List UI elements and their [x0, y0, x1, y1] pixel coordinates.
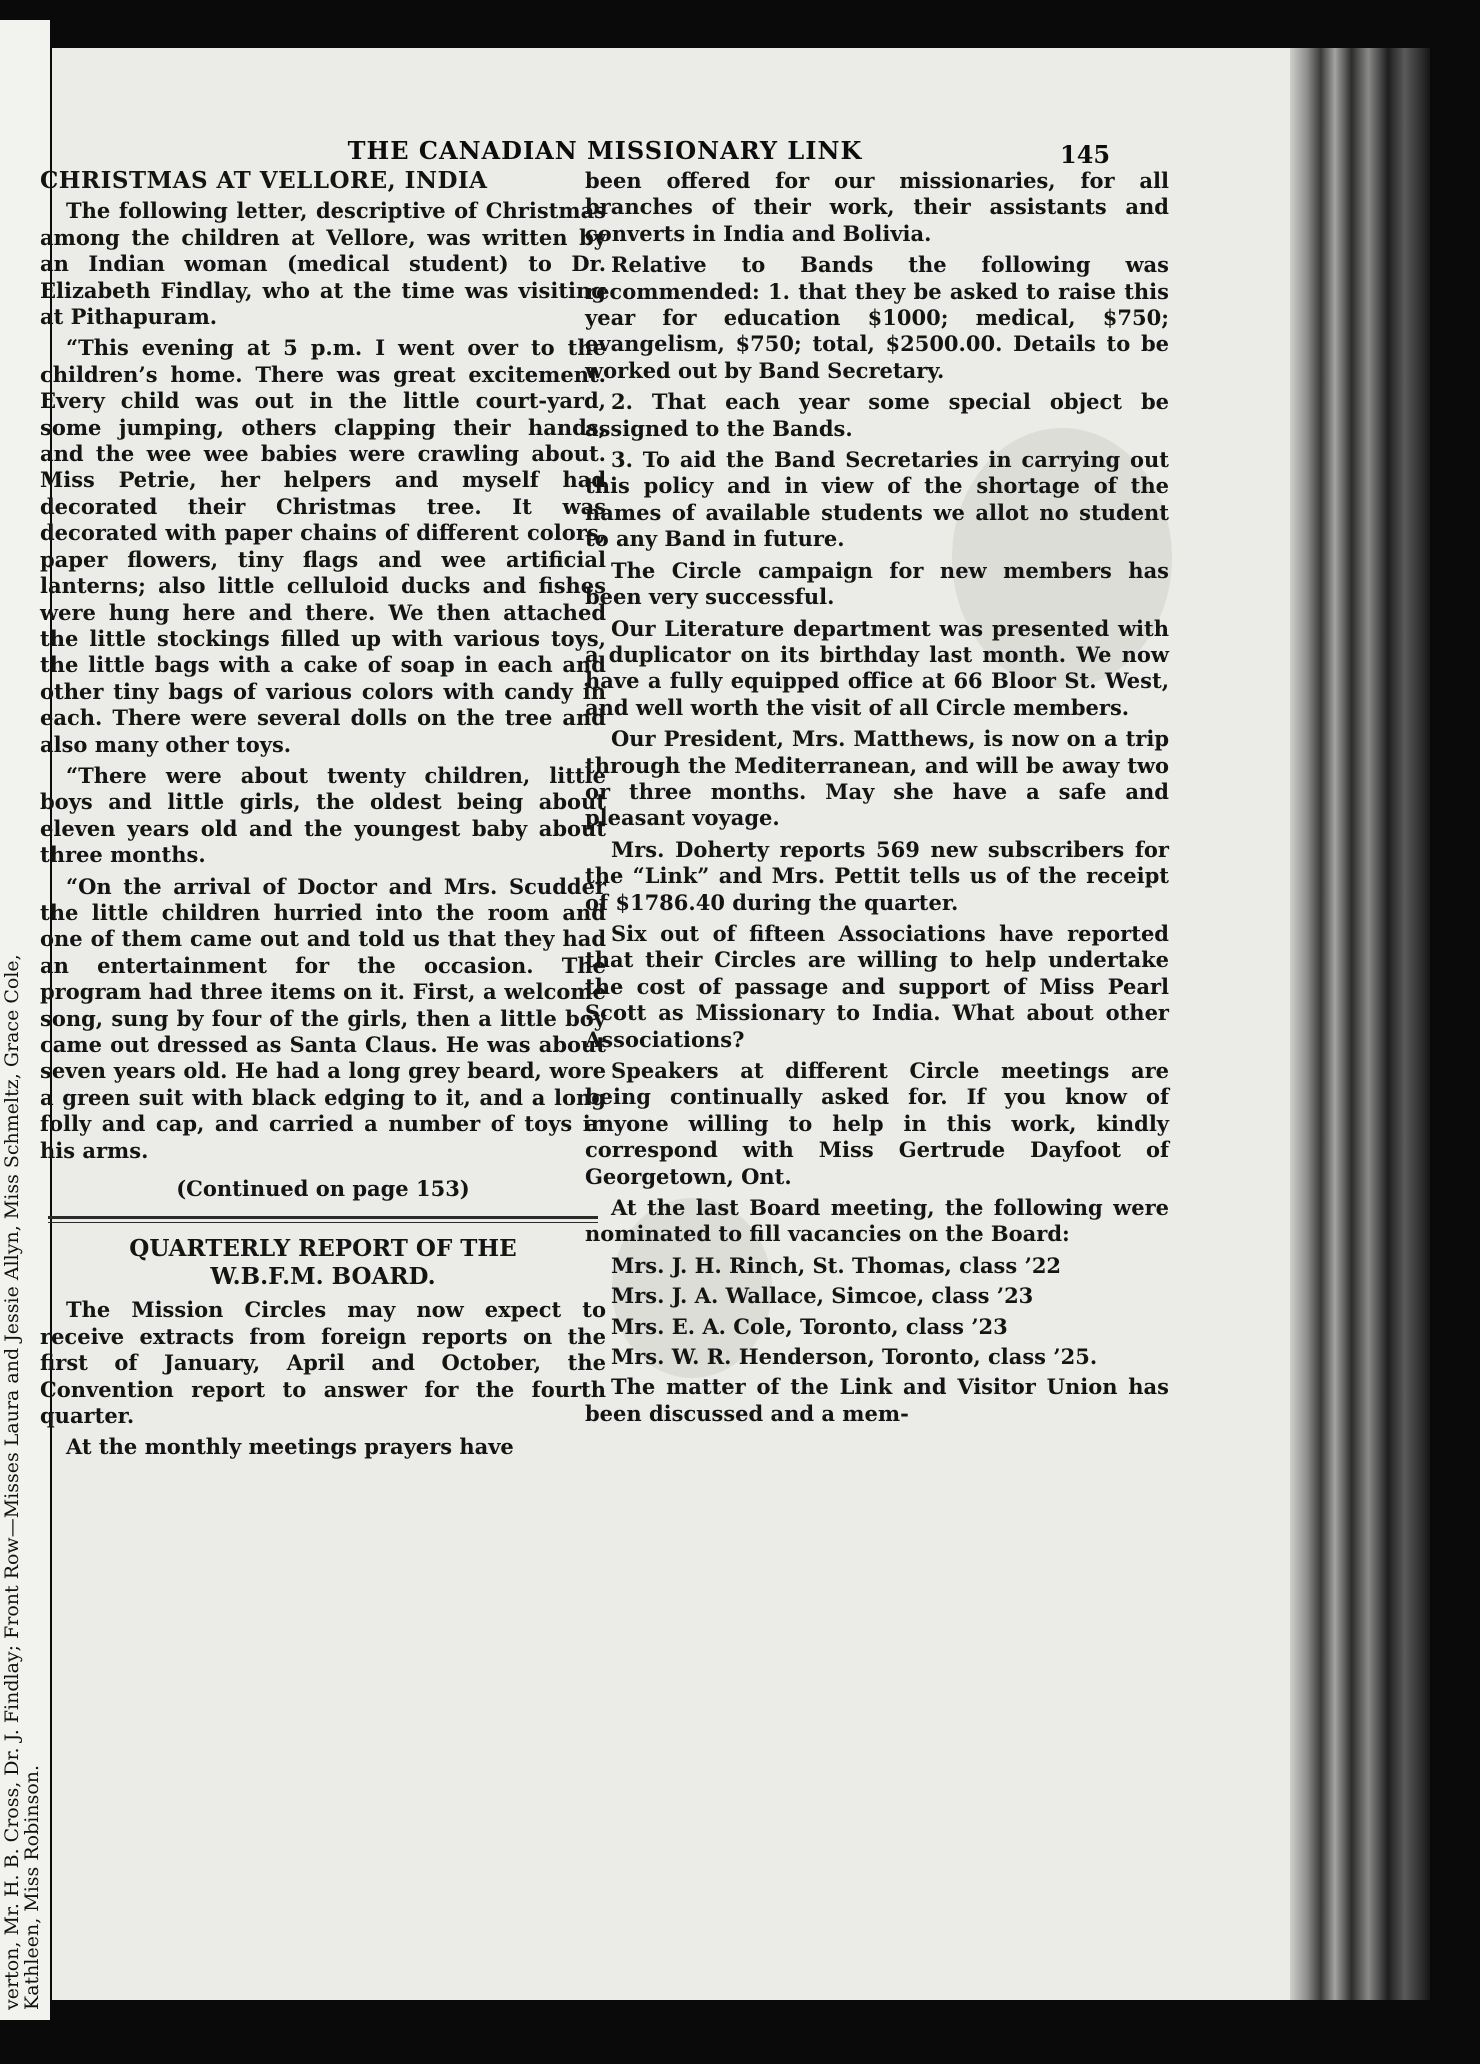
running-header: THE CANADIAN MISSIONARY LINK — [347, 136, 863, 165]
side-photo-caption — [2, 30, 42, 2010]
article-title-line-1: QUARTERLY REPORT OF THE — [129, 1235, 517, 1263]
section-divider — [48, 1216, 598, 1223]
article-title-line-2: W.B.F.M. BOARD. — [210, 1263, 436, 1291]
paragraph: “There were about twenty children, little boys and little girls, the oldest being about eleven years old and the youngest baby about three months. — [40, 762, 606, 868]
article-title — [40, 1235, 606, 1291]
paragraph: The matter of the Link and Visitor Union has been discussed and a mem- — [585, 1374, 1169, 1426]
paragraph: The Circle campaign for new members has been very successful. — [585, 557, 1169, 610]
nominee-line: Mrs. E. A. Cole, Toronto, class ’23 — [611, 1313, 1008, 1339]
paragraph: Our Literature department was presented with a duplicator on its birthday last month. We now have a fully equipped office at 66 Bloor St. West, and well worth the visit of all Circle members. — [585, 615, 1169, 720]
side-caption-line-2: Kathleen, Miss Robinson. — [21, 1764, 43, 2010]
paragraph: 2. That each year some special object be assigned to the Bands. — [585, 389, 1169, 441]
side-caption-line-1: verton, Mr. H. B. Cross, Dr. J. Findlay; Front Row—Misses Laura and Jessie Allyn, Miss Schmeltz, Grace Cole, — [1, 954, 23, 2010]
nominee-line: Mrs. J. A. Wallace, Simcoe, class ’23 — [611, 1283, 1034, 1309]
left-column — [40, 168, 606, 1466]
paragraph: Speakers at different Circle meetings are being continually asked for. If you know of anyone willing to help in this work, kindly correspond with Miss Gertrude Dayfoot of Georgetown, Ont. — [585, 1058, 1169, 1189]
paragraph: Mrs. Doherty reports 569 new subscribers for the “Link” and Mrs. Pettit tells us of the receipt of $1786.40 during the quarter. — [585, 836, 1169, 915]
page-edges — [1290, 48, 1430, 2000]
paragraph: At the last Board meeting, the following were nominated to fill vacancies on the Board: — [585, 1195, 1169, 1247]
article-title: CHRISTMAS AT VELLORE, INDIA — [40, 167, 488, 194]
paragraph: been offered for our missionaries, for all branches of their work, their assistants and converts in India and Bolivia. — [585, 168, 1169, 246]
paragraph: “This evening at 5 p.m. I went over to the children’s home. There was great excitement. Every child was out in the little court-yard, some jumping, others clapping their hands, and the wee wee babies were crawling about. Miss Petrie, her helpers and myself had decorated their Christmas tree. It was decorated with paper chains of different colors, paper flowers, tiny flags and wee artificial lanterns; also little celluloid ducks and fishes were hung here and there. We then attached the little stockings filled up with various toys, the little bags with a cake of soap in each and other tiny bags of various colors with candy in each. There were several dolls on the tree and also many other toys. — [40, 335, 606, 757]
page-number: 145 — [1060, 140, 1111, 169]
paragraph: Six out of fifteen Associations have reported that their Circles are willing to help undertake the cost of passage and support of Miss Pearl Scott as Missionary to India. What about other Associations? — [585, 920, 1169, 1052]
paragraph: The Mission Circles may now expect to receive extracts from foreign reports on the first of January, April and October, the Convention report to answer for the fourth quarter. — [40, 1297, 606, 1429]
paragraph: 3. To aid the Band Secretaries in carrying out this policy and in view of the shortage of the names of available students we allot no student to any Band in future. — [585, 447, 1169, 552]
continued-note: (Continued on page 153) — [176, 1176, 470, 1202]
paragraph: At the monthly meetings prayers have — [66, 1434, 514, 1460]
paragraph: “On the arrival of Doctor and Mrs. Scudder the little children hurried into the room and one of them came out and told us that they had an entertainment for the occasion. The program had three items on it. First, a welcome song, sung by four of the girls, then a little boy came out dressed as Santa Claus. He was about seven years old. He had a long grey beard, wore a green suit with black edging to it, and a long folly and cap, and carried a number of toys in his arms. — [40, 873, 606, 1163]
paragraph: Our President, Mrs. Matthews, is now on a trip through the Mediterranean, and will be away two or three months. May she have a safe and pleasant voyage. — [585, 726, 1169, 831]
paragraph: The following letter, descriptive of Christmas among the children at Vellore, was written by an Indian woman (medical student) to Dr. Elizabeth Findlay, who at the time was visiting at Pithapuram. — [40, 198, 606, 330]
right-column — [585, 168, 1169, 1432]
paragraph: Relative to Bands the following was recommended: 1. that they be asked to raise this year for education $1000; medical, $750; evangelism, $750; total, $2500.00. Details to be worked out by Band Secretary. — [585, 252, 1169, 383]
nominee-line: Mrs. J. H. Rinch, St. Thomas, class ’22 — [611, 1252, 1062, 1278]
nominee-line: Mrs. W. R. Henderson, Toronto, class ’25. — [611, 1344, 1098, 1370]
